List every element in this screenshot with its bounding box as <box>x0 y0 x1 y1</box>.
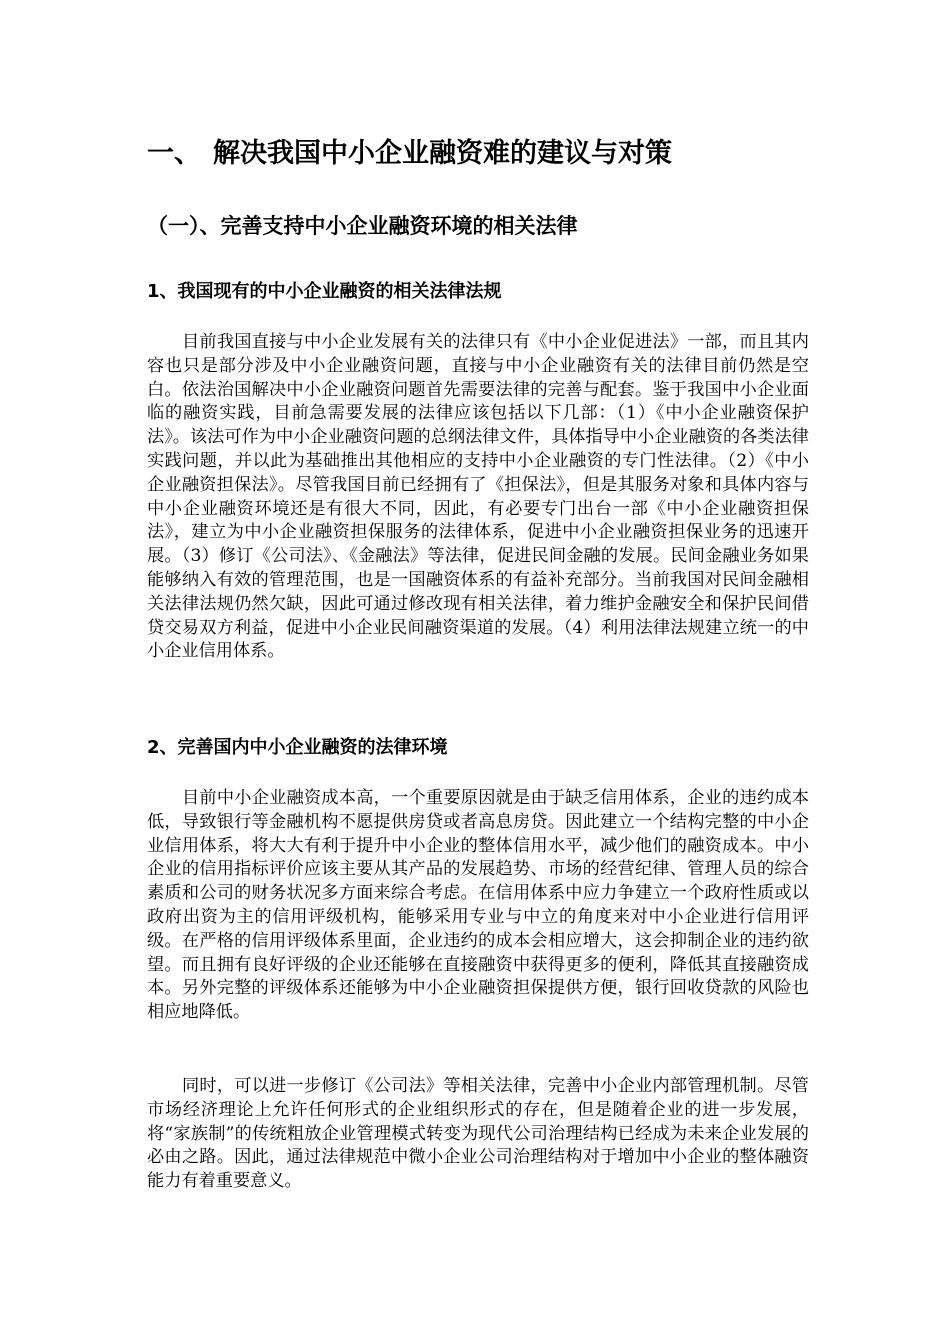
paragraph-existing-laws: 目前我国直接与中小企业发展有关的法律只有《中小企业促进法》一部，而且其内容也只是部分涉及中小企业融资问题，直接与中小企业融资有关的法律目前仍然是空白。依法治国解决中小企业融资问题首先需要法律的完善与配套。鉴于我国中小企业面临的融资实践，目前急需要发展的法律应该包括以下几部：（1）《中小企业融资保护法》。该法可作为中小企业融资问题的总纲法律文件，具体指导中小企业融资的各类法律实践问题，并以此为基础推出其他相应的支持中小企业融资的专门性法律。（2）《中小企业融资担保法》。尽管我国目前已经拥有了《担保法》，但是其服务对象和具体内容与中小企业融资环境还是有很大不同，因此，有必要专门出台一部《中小企业融资担保法》，建立为中小企业融资担保服务的法律体系，促进中小企业融资担保业务的迅速开展。（3）修订《公司法》、《金融法》等法律，促进民间金融的发展。民间金融业务如果能够纳入有效的管理范围，也是一国融资体系的有益补充部分。当前我国对民间金融相关法律法规仍然欠缺，因此可通过修改现有相关法律，着力维护金融安全和保护民间借贷交易双方利益，促进中小企业民间融资渠道的发展。（4）利用法律法规建立统一的中小企业信用体系。 <box>147 332 809 662</box>
chapter-number: 一、 <box>147 138 201 169</box>
chapter-heading <box>147 134 847 174</box>
paragraph-company-law: 同时，可以进一步修订《公司法》等相关法律，完善中小企业内部管理机制。尽管市场经济理论上允许任何形式的企业组织形式的存在，但是随着企业的进一步发展，将“家族制”的传统粗放企业管理模式转变为现代公司治理结构已经成为未来企业发展的必由之路。因此，通过法律规范中微小企业公司治理结构对于增加中小企业的整体融资能力有着重要意义。 <box>147 1076 809 1192</box>
chapter-title: 解决我国中小企业融资难的建议与对策 <box>213 138 672 169</box>
subsection-heading-1: 1、我国现有的中小企业融资的相关法律法规 <box>147 281 502 302</box>
subsection-heading-2: 2、完善国内中小企业融资的法律环境 <box>147 737 448 758</box>
paragraph-credit-system: 目前中小企业融资成本高，一个重要原因就是由于缺乏信用体系，企业的违约成本低，导致银行等金融机构不愿提供房贷或者高息房贷。因此建立一个结构完整的中小企业信用体系，将大大有利于提升中小企业的整体信用水平，减少他们的融资成本。中小企业的信用指标评价应该主要从其产品的发展趋势、市场的经营纪律、管理人员的综合素质和公司的财务状况多方面来综合考虑。在信用体系中应力争建立一个政府性质或以政府出资为主的信用评级机构，能够采用专业与中立的角度来对中小企业进行信用评级。在严格的信用评级体系里面，企业违约的成本会相应增大，这会抑制企业的违约欲望。而且拥有良好评级的企业还能够在直接融资中获得更多的便利，降低其直接融资成本。另外完整的评级体系还能够为中小企业融资担保提供方便，银行回收贷款的风险也相应地降低。 <box>147 788 809 1023</box>
section-heading: （一）、完善支持中小企业融资环境的相关法律 <box>147 214 578 238</box>
